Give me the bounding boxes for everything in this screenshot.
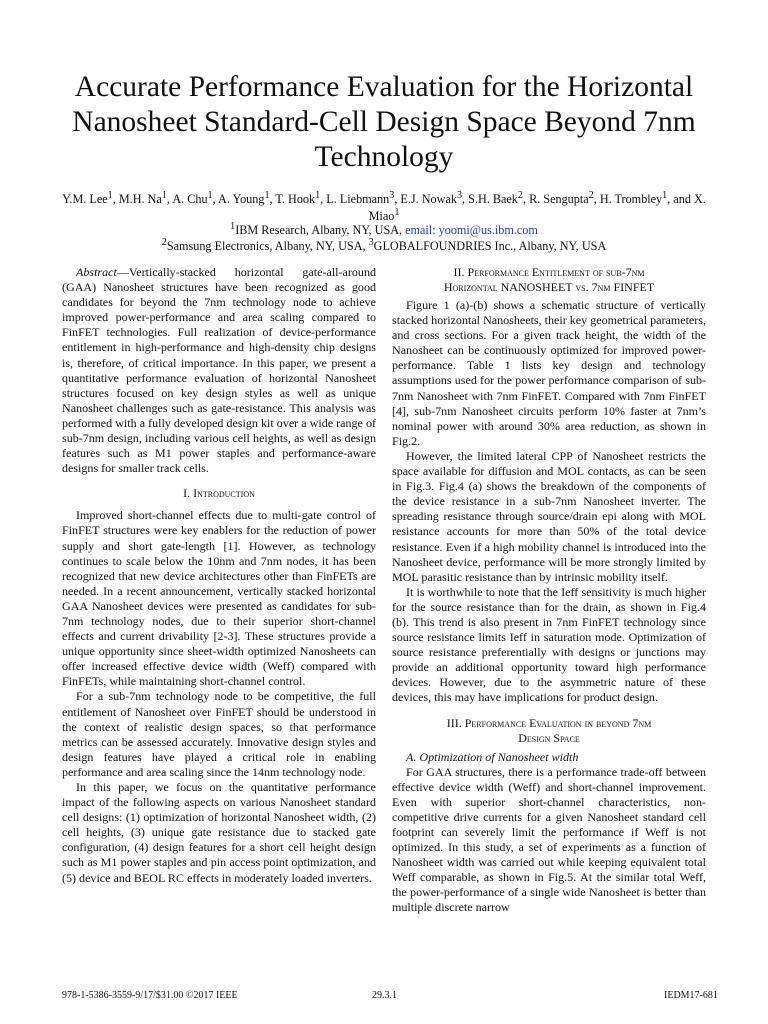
author-affiliation-sup: 3	[389, 190, 395, 201]
footer-conference: IEDM17-681	[664, 990, 718, 1001]
footer-isbn: 978-1-5386-3559-9/17/$31.00 ©2017 IEEE	[62, 990, 238, 1001]
affiliation-text: Samsung Electronics, Albany, NY, USA,	[166, 239, 369, 254]
author-name: E.J. Nowak	[400, 192, 457, 207]
author-name: H. Trombley	[599, 192, 663, 207]
section-heading-performance-evaluation	[392, 716, 706, 746]
author-affiliation-sup: 2	[517, 190, 523, 201]
affiliation-sup: 2	[161, 237, 167, 248]
author-list: Y.M. Lee$^1$, M.H. Na$^1$, A. Chu$^1$, A. Young$^1$, T. Hook$^1$, L. Liebmann$^3$, E.J. Nowak$^3$, S.H. Baek$^2$, R. Sengupta$^2$, H. Trombley$^1$, and X. Miao$^1$	[62, 190, 706, 224]
abstract-text: —Vertically-stacked horizontal gate-all-around (GAA) Nanosheet structures have been recognized as good candidates for beyond the 7nm technology node to achieve improved power-performance and area scaling compared to FinFET technologies. Full realization of device-performance entitlement in high-performance and high-density chip designs is, therefore, of critical importance. In this paper, we present a quantitative performance evaluation of horizontal Nanosheet structures focused on key design styles as well as unique Nanosheet challenges such as gate-resistance. This analysis was performed with a fully developed design kit over a wide range of sub-7nm design, including various cell heights, as well as design features such as M1 power staples and performance-aware designs for smaller track cells.	[62, 265, 376, 476]
abstract	[62, 265, 376, 476]
body-paragraph: It is worthwhile to note that the Ieff sensitivity is much higher for the source resistance than for the drain, as shown in Fig.4 (b). This trend is also present in 7nm FinFET technology since source resistance limits Ieff in saturation mode. Optimization of source resistance preferentially with designs or junctions may provide an additional opportunity toward high performance devices. However, due to the asymmetric nature of these devices, this may have implications for product design.	[392, 584, 706, 705]
subsection-heading: A. Optimization of Nanosheet width	[406, 749, 579, 764]
affiliation-text: GLOBALFOUNDRIES Inc., Albany, NY, USA	[373, 239, 607, 254]
author-affiliation-sup: 1	[264, 190, 270, 201]
affiliation-sup: 1	[230, 221, 236, 232]
author-name: L. Liebmann	[326, 192, 390, 207]
author-affiliation-sup: 1	[662, 190, 668, 201]
affiliation-text: IBM Research, Albany, NY, USA,	[235, 223, 406, 238]
right-column	[392, 265, 706, 916]
footer-page-code: 29.3.1	[372, 990, 397, 1001]
author-affiliation-sup: 2	[588, 190, 594, 201]
body-paragraph: However, the limited lateral CPP of Nanosheet restricts the space available for diffusion and MOL contacts, as can be seen in Fig.3. Fig.4 (a) shows the breakdown of the components of the device resistance in a sub-7nm Nanosheet inverter. The spreading resistance through source/drain epi along with MOL resistance accounts for more than 50% of the total device resistance. Even if a high mobility channel is introduced into the Nanosheet device, performance will be more strongly limited by MOL parasitic resistance than by intrinsic mobility itself.	[392, 448, 706, 584]
author-name: Y.M. Lee	[62, 192, 108, 207]
body-paragraph: For a sub-7nm technology node to be competitive, the full entitlement of Nanosheet over FinFET should be understood in the context of realistic design spaces, so that performance metrics can be assessed accurately. Innovative design styles and design features have played a critical role in enabling performance and area scaling since the 14nm technology node.	[62, 689, 376, 779]
author-affiliation-sup: 3	[456, 190, 463, 201]
author-affiliation-sup: 1	[315, 190, 321, 201]
body-paragraph: For GAA structures, there is a performance trade-off between effective device width (Weff) and short-channel improvement. Even with superior short-channel characteristics, non-competitive drive currents for a given Nanosheet standard cell footprint can severely limit the performance if Weff is not optimized. In this study, a set of experiments as a function of Nanosheet width was carried out while keeping equivalent total Weff comparable, as shown in Fig.5. At the similar total Weff, the power-performance of a single wide Nanosheet is better than multiple discrete narrow	[392, 764, 706, 915]
author-name: A. Young	[218, 192, 265, 207]
left-column	[62, 265, 376, 886]
abstract-label: Abstract	[76, 265, 117, 279]
section-heading-introduction: I. Introduction	[183, 486, 255, 501]
body-paragraph: Improved short-channel effects due to multi-gate control of FinFET structures were key enablers for the reduction of power supply and short gate-length [1]. However, as technology continues to scale below the 10nm and 7nm nodes, it has been recognized that new device architectures other than FinFETs are needed. In a recent announcement, vertically stacked horizontal GAA Nanosheet devices were presented as candidates for sub-7nm technology nodes, due to their superior short-channel effects and current drivability [2-3]. These structures provide a unique opportunity since sheet-width optimized Nanosheets can offer increased effective device width (Weff) compared with FinFETs, while maintaining short-channel control.	[62, 508, 376, 689]
author-name: M.H. Na	[118, 192, 162, 207]
affiliation-2	[40, 235, 728, 254]
section-heading-performance-entitlement	[392, 265, 706, 295]
email-link[interactable]: email: yoomi@us.ibm.com	[405, 223, 538, 238]
author-name: A. Chu	[172, 192, 208, 207]
affiliation-sup: 3	[368, 237, 374, 248]
author-name: R. Sengupta	[529, 192, 589, 207]
author-affiliation-sup: 1	[207, 190, 213, 201]
author-affiliation-sup: 1	[161, 190, 167, 201]
body-paragraph: Figure 1 (a)-(b) shows a schematic structure of vertically stacked horizontal Nanosheets, their key geometrical parameters, and cross sections. For a given track height, the width of the Nanosheet can be continuously optimized for improved power-performance. Table 1 lists key design and technology assumptions used for the power performance comparison of sub-7nm Nanosheet with 7nm FinFET. Compared with 7nm FinFET [4], sub-7nm Nanosheet circuits perform 10% faster at 7nm’s nominal power with around 30% area reduction, as shown in Fig.2.	[392, 298, 706, 448]
heading-line: III. Performance Evaluation in beyond 7nm	[446, 715, 652, 730]
heading-line: Horizontal NANOSHEET vs. 7nm FINFET	[443, 280, 655, 294]
heading-line: Design Space	[518, 730, 580, 745]
author-affiliation-sup: 1	[394, 207, 400, 219]
author-affiliation-sup: 1	[107, 190, 113, 201]
author-name: S.H. Baek	[468, 192, 518, 207]
author-name: T. Hook	[275, 192, 316, 207]
paper-title: Accurate Performance Evaluation for the Horizontal Nanosheet Standard-Cell Design Space Beyond 7nm Technology	[72, 71, 696, 173]
body-paragraph: In this paper, we focus on the quantitative performance impact of the following aspects on various Nanosheet standard cell designs: (1) optimization of horizontal Nanosheet width, (2) cell heights, (3) unique gate resistance due to stacked gate configuration, (4) design features for a short cell height design such as M1 power staples and pin access point optimization, and (5) device and BEOL RC effects in moderately loaded inverters.	[62, 780, 376, 885]
heading-line: II. Performance Entitlement of sub-7nm	[453, 265, 645, 279]
author-name: X. Miao	[368, 192, 706, 224]
